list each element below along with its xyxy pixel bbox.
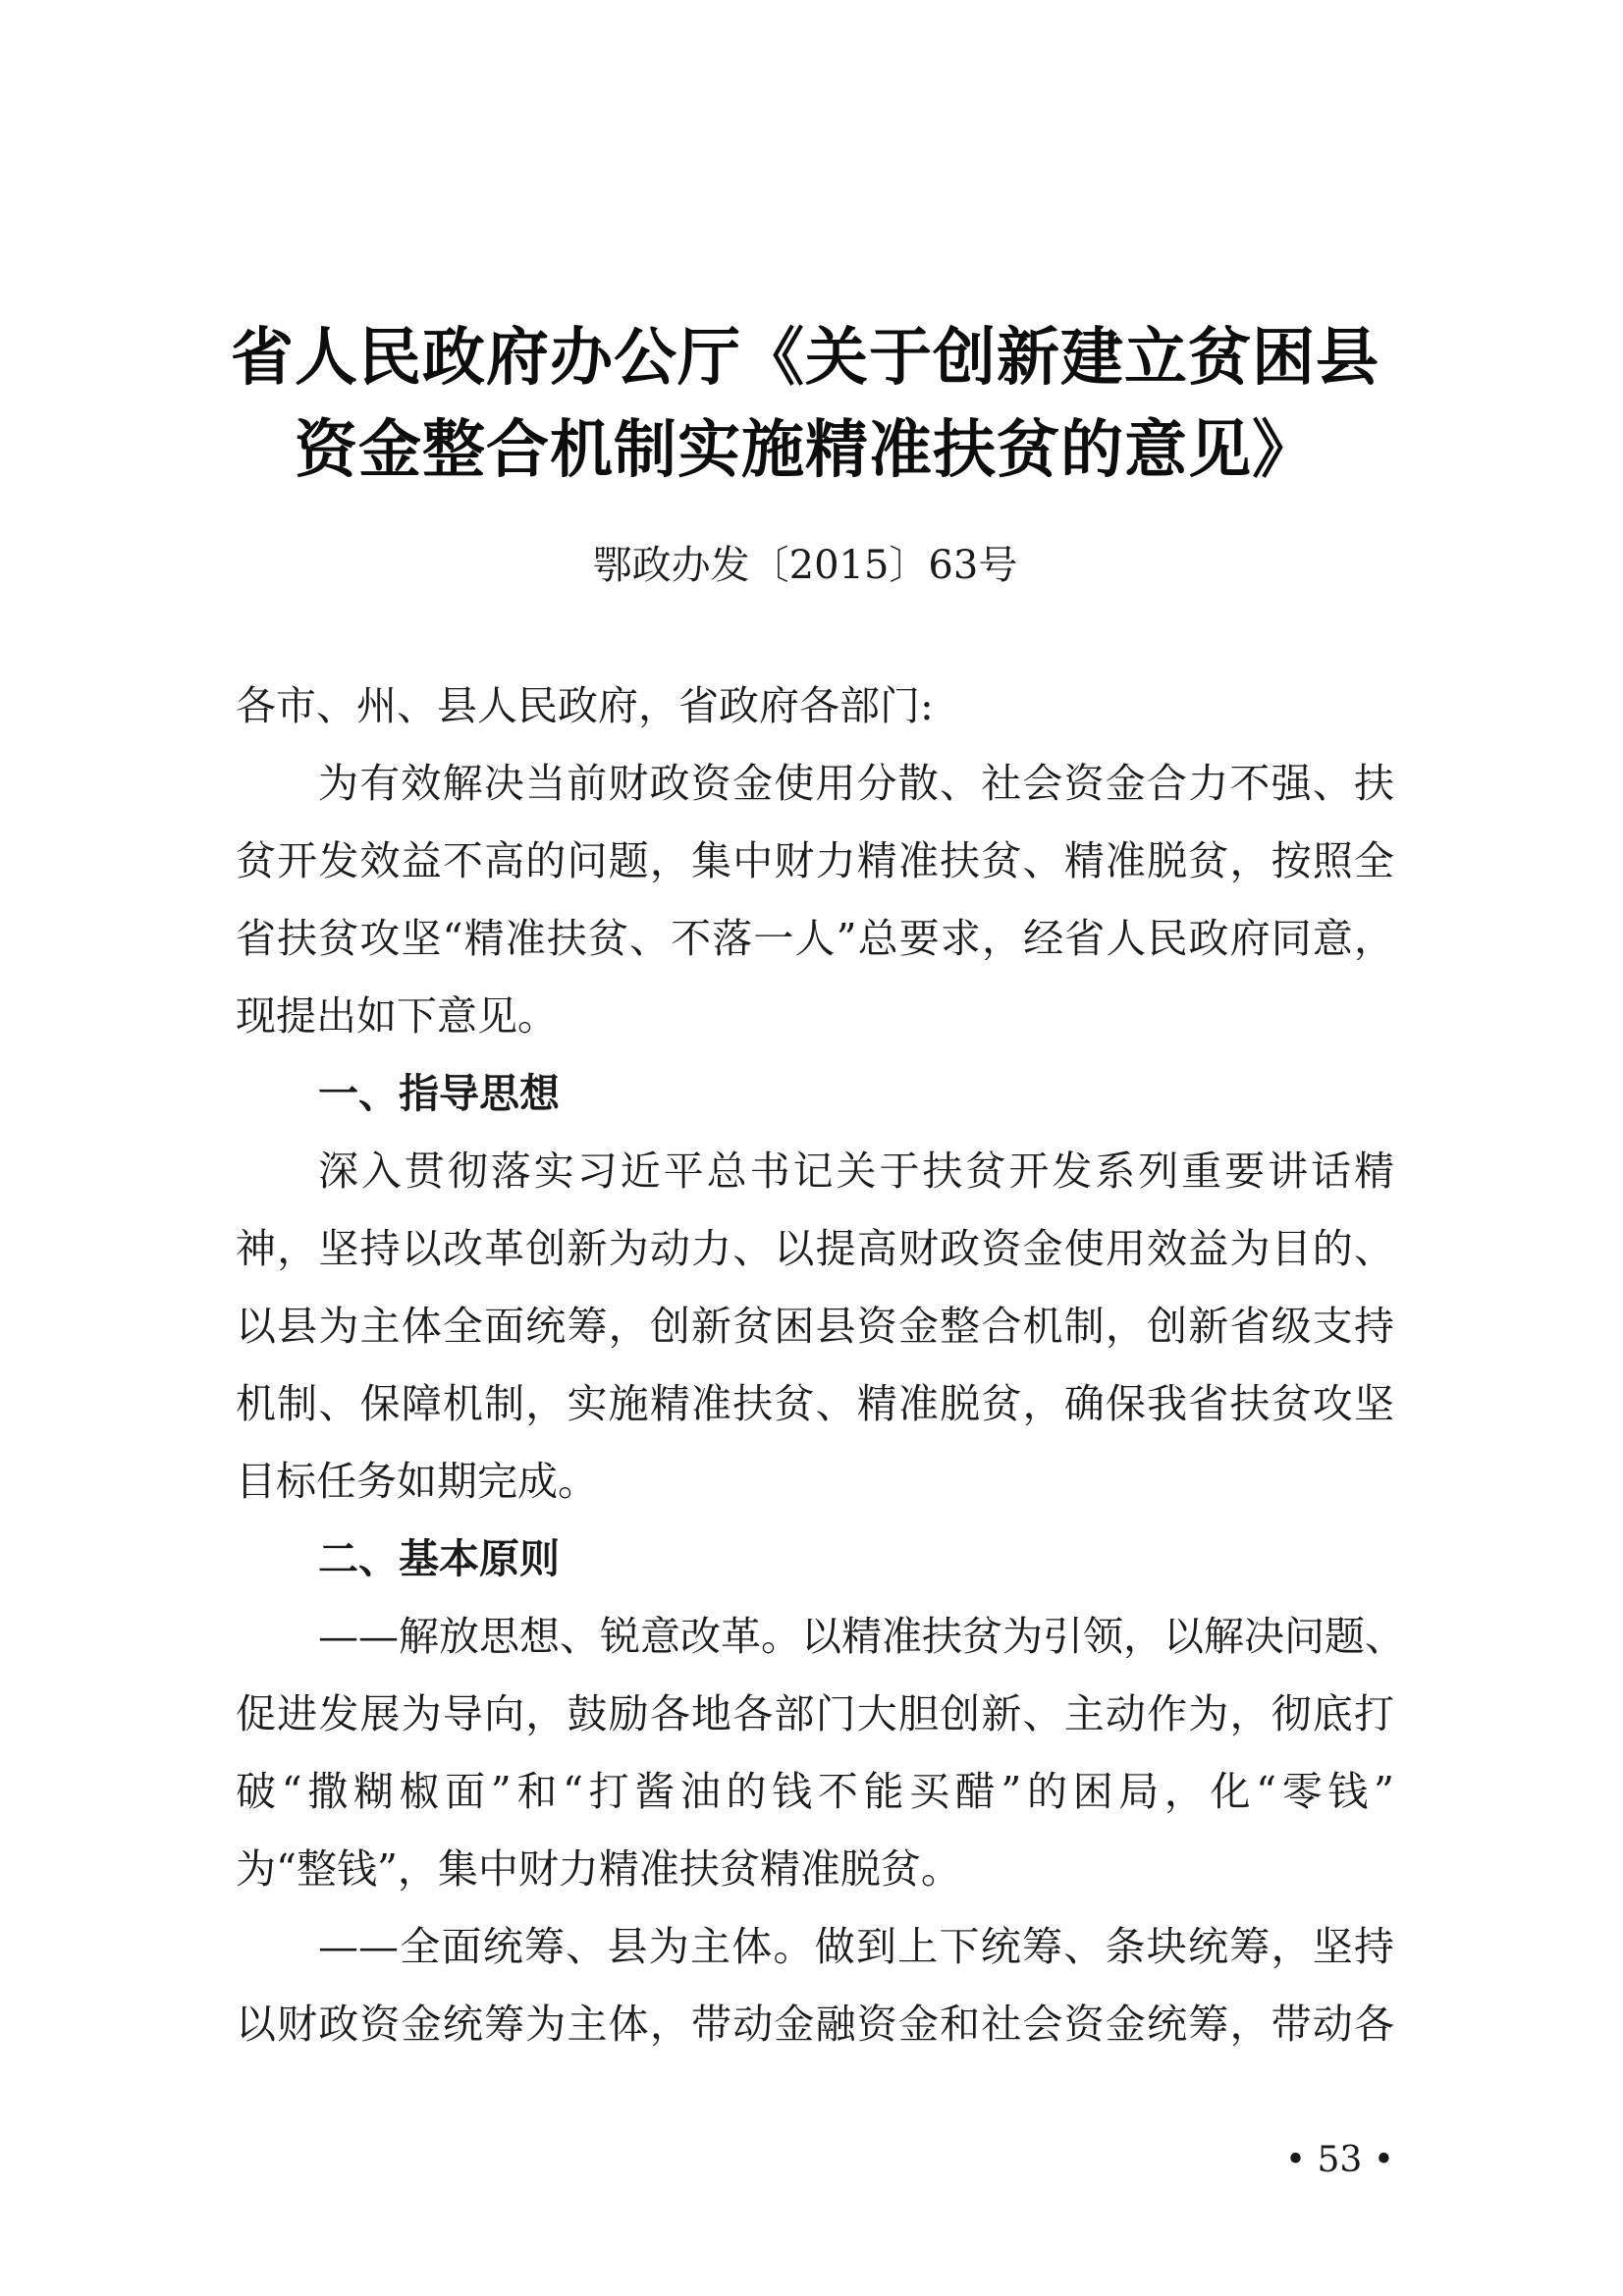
paragraph-line: 为有效解决当前财政资金使用分散、社会资金合力不强、扶: [318, 760, 1394, 807]
paragraph-line: 以县为主体全面统筹，创新贫困县资金整合机制，创新省级支持: [236, 1303, 1394, 1350]
title-line-2: 资金整合机制实施精准扶贫的意见》: [295, 414, 1316, 487]
document-number: 鄂政办发〔2015〕63号: [592, 543, 1018, 588]
section-heading: 二、基本原则: [318, 1535, 560, 1582]
paragraph-line: 省扶贫攻坚“精准扶贫、不落一人”总要求，经省人民政府同意，: [236, 915, 1394, 962]
paragraph-line: 神，坚持以改革创新为动力、以提高财政资金使用效益为目的、: [236, 1225, 1394, 1272]
paragraph-line: 深入贯彻落实习近平总书记关于扶贫开发系列重要讲话精: [318, 1148, 1394, 1195]
paragraph-line: 贫开发效益不高的问题，集中财力精准扶贫、精准脱贫，按照全: [236, 837, 1394, 884]
paragraph-line: ——解放思想、锐意改革。以精准扶贫为引领，以解决问题、: [318, 1613, 1405, 1660]
paragraph-line: 目标任务如期完成。: [236, 1458, 598, 1505]
document-body: [236, 667, 1405, 2063]
paragraph-line: 机制、保障机制，实施精准扶贫、精准脱贫，确保我省扶贫攻坚: [236, 1380, 1394, 1427]
page-number: • 53 •: [1284, 2140, 1394, 2180]
title-line-1: 省人民政府办公厅《关于创新建立贫困县: [231, 322, 1380, 395]
paragraph-line: 以财政资金统筹为主体，带动金融资金和社会资金统筹，带动各: [236, 2001, 1394, 2048]
paragraph-line: ——全面统筹、县为主体。做到上下统筹、条块统筹，坚持: [318, 1923, 1394, 1970]
paragraph-line: 促进发展为导向，鼓励各地各部门大胆创新、主动作为，彻底打: [236, 1690, 1394, 1737]
paragraph-line: 破“撒糊椒面”和“打酱油的钱不能买醋”的困局，化“零钱”: [236, 1768, 1394, 1815]
salutation-line: 各市、州、县人民政府，省政府各部门:: [236, 682, 934, 729]
document-title: [196, 312, 1414, 497]
section-heading: 一、指导思想: [318, 1070, 560, 1117]
paragraph-line: 为“整钱”，集中财力精准扶贫精准脱贫。: [236, 1845, 961, 1893]
paragraph-line: 现提出如下意见。: [236, 992, 558, 1040]
